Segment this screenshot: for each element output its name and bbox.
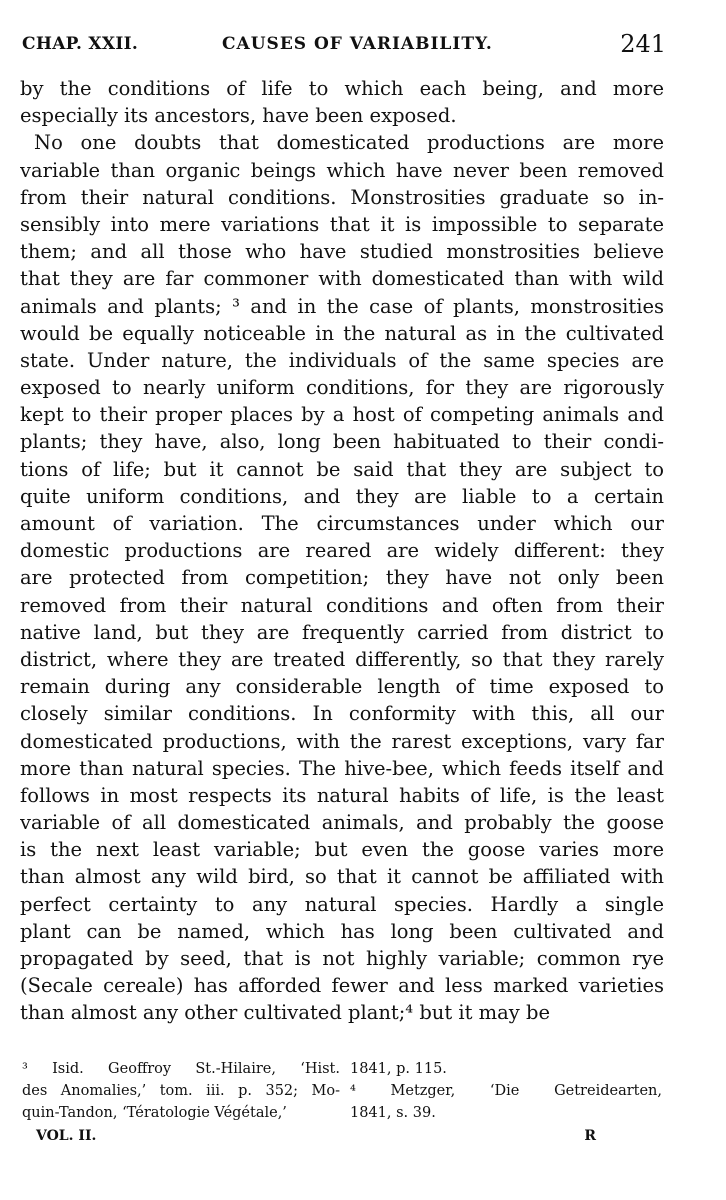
footnote-line: 1841, p. 115. (350, 1061, 447, 1077)
text-line: district, where they are treated differently, so that they rarely (20, 647, 664, 671)
text-line: variable than organic beings which have never been removed (20, 158, 664, 182)
text-line: quite uniform conditions, and they are liable to a certain (20, 484, 664, 508)
text-line: plants; they have, also, long been habituated to their condi- (20, 430, 664, 454)
text-line: state. Under nature, the individuals of the same species are (20, 348, 664, 372)
chapter-label: CHAP. XXII. (22, 34, 139, 54)
footnote-line: 1841, s. 39. (350, 1105, 436, 1121)
text-line: would be equally noticeable in the natural as in the cultivated (20, 321, 664, 345)
text-line: amount of variation. The circumstances under which our (20, 512, 664, 535)
text-line: exposed to nearly uniform conditions, for they are rigorously (20, 376, 664, 400)
text-line: tions of life; but it cannot be said that they are subject to (20, 457, 664, 481)
text-line: are protected from competition; they have not only been (20, 566, 664, 590)
footnote-line: ³ Isid. Geoffroy St.-Hilaire, ‘Hist. (22, 1061, 340, 1077)
text-line: them; and all those who have studied monstrosities believe (20, 240, 664, 264)
text-line: especially its ancestors, have been exposed. (20, 104, 457, 128)
text-line: than almost any wild bird, so that it cannot be affiliated with (20, 865, 664, 889)
footnote-column-left (22, 1058, 340, 1124)
text-line: by the conditions of life to which each being, and more (20, 77, 664, 100)
text-line: is the next least variable; but even the goose varies more (20, 838, 664, 862)
text-line: No one doubts that domesticated productions are more (34, 131, 664, 155)
volume-label: VOL. II. (36, 1128, 97, 1144)
footnote-line: ⁴ Metzger, ‘Die Getreidearten, (350, 1083, 662, 1099)
footnote-line: des Anomalies,’ tom. iii. p. 352; Mo- (22, 1083, 340, 1099)
text-line: more than natural species. The hive-bee, which feeds itself and (20, 756, 664, 780)
text-line: follows in most respects its natural habits of life, is the least (20, 783, 664, 807)
text-line: domestic productions are reared are widely different: they (20, 539, 664, 563)
running-title: CAUSES OF VARIABILITY. (222, 34, 493, 54)
text-line: perfect certainty to any natural species. Hardly a single (20, 892, 664, 916)
text-line: sensibly into mere variations that it is impossible to separate (20, 212, 664, 236)
signature-mark: R (584, 1128, 596, 1144)
text-line: that they are far commoner with domesticated than with wild (20, 267, 664, 291)
text-line: than almost any other cultivated plant;⁴ but it may be (20, 1001, 551, 1025)
text-line: kept to their proper places by a host of competing animals and (20, 403, 664, 427)
text-line: variable of all domesticated animals, and probably the goose (20, 811, 664, 835)
footnote-line: quin-Tandon, ‘Tératologie Végétale,’ (22, 1105, 287, 1121)
text-line: native land, but they are frequently carried from district to (20, 620, 664, 644)
text-line: from their natural conditions. Monstrosities graduate so in- (20, 185, 664, 209)
running-header (22, 30, 666, 60)
page-number: 241 (620, 30, 666, 58)
text-line: remain during any considerable length of time exposed to (20, 675, 664, 699)
text-line: animals and plants; ³ and in the case of plants, monstrosities (20, 294, 664, 318)
body-text (20, 75, 664, 1027)
text-line: plant can be named, which has long been cultivated and (20, 919, 664, 943)
text-line: (Secale cereale) has afforded fewer and less marked varieties (20, 974, 664, 998)
text-line: closely similar conditions. In conformity with this, all our (20, 702, 664, 726)
footnote-column-right (350, 1058, 662, 1124)
text-line: removed from their natural conditions and often from their (20, 593, 664, 617)
text-line: propagated by seed, that is not highly variable; common rye (20, 947, 664, 970)
text-line: domesticated productions, with the rarest exceptions, vary far (20, 729, 664, 753)
